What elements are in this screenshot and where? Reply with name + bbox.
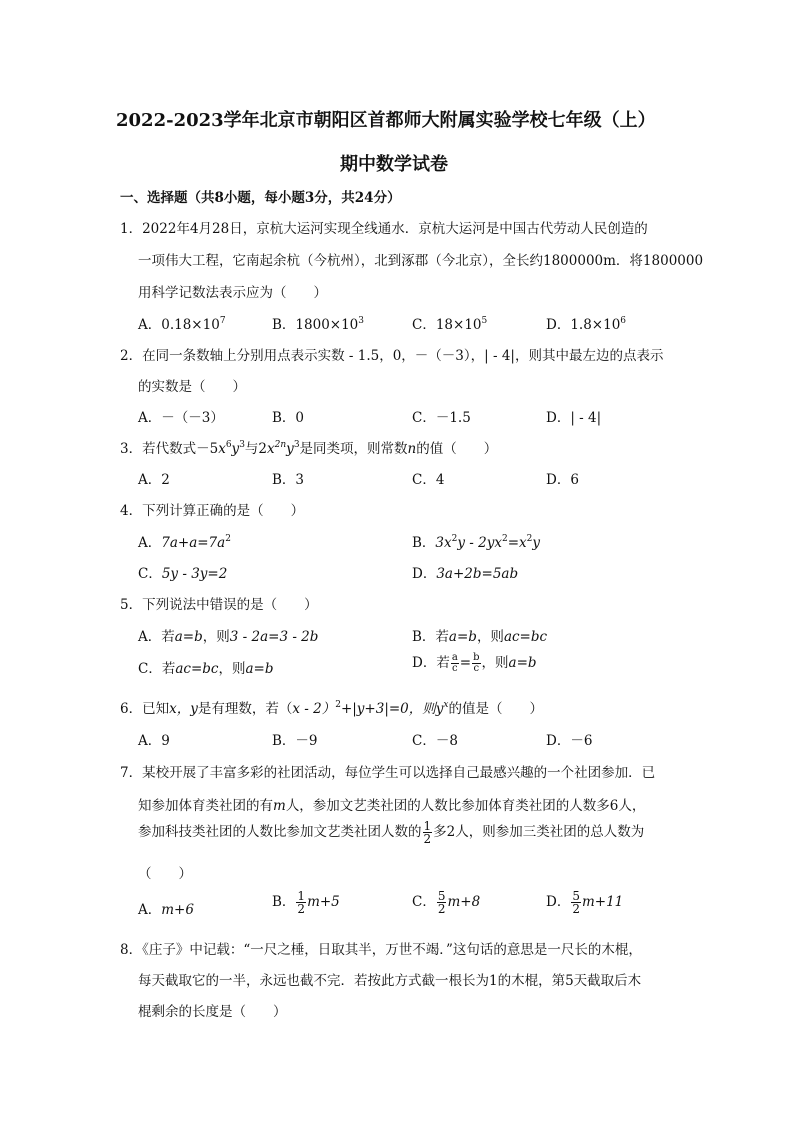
q8-line1: 8．《庄子》中记载：“一尺之棰，日取其半，万世不竭．”这句话的意思是一尺长的木棍， [120,942,642,958]
q5-option-c: C．若ac=bc，则a=b [138,661,274,677]
q3-option-c: C．4 [412,472,445,488]
q1-option-a: A．$0.18\times 10^7$ [138,316,226,333]
q6-option-a: A．9 [138,733,170,749]
q7-line2: 知参加体育类社团的有m人，参加文艺类社团的人数比参加体育类社团的人数多6人， [138,798,646,814]
fraction-b-over-c: $\frac{b}{c}$ [473,652,480,674]
page-title-line1: 2022-2023学年北京市朝阳区首都师大附属实验学校七年级（上） [116,110,656,131]
q2-option-b: B．0 [272,410,305,426]
fraction-one-half: $\frac{1}{2}$ [423,819,432,846]
q5-option-a: A．若a=b，则3 - 2a=3 - 2b [138,629,319,645]
q1-option-d: D．$1.8\times 10^6$ [546,316,627,333]
fraction-a-over-c: $\frac{a}{c}$ [451,652,458,674]
q2-line2: 的实数是（ ） [138,379,246,395]
q7-line1: 7．某校开展了丰富多彩的社团活动，每位学生可以选择自己最感兴趣的一个社团参加．已 [120,765,656,781]
q5-option-b: B．若a=b，则ac=bc [412,629,548,645]
q4-option-d: D．3a+2b=5ab [412,566,519,582]
q5-stem: 5．下列说法中错误的是（ ） [120,597,318,613]
fraction-b: $\frac{1}{2}$ [297,889,306,916]
q1-line2: 一项伟大工程，它南起余杭（今杭州），北到涿郡（今北京），全长约1800000m．将1800000 [138,253,704,269]
q2-option-d: D．| - 4| [546,410,602,426]
fraction-d: $\frac{5}{2}$ [572,889,580,916]
q7-line4: （ ） [138,866,192,882]
section-heading: 一、选择题（共8小题，每小题3分，共24分） [120,190,401,206]
q4-option-a: A．$7a+a=7a^2$ [138,534,231,551]
q5-option-d: D．若 $\frac{a}{c}$ = $\frac{b}{c}$ ，则a=b [412,652,537,674]
q3-option-b: B．3 [272,472,305,488]
q6-option-d: D．－6 [546,733,593,749]
q7-option-d: D． $\frac{5}{2}$ m+11 [546,889,624,916]
q6-option-b: B．－9 [272,733,318,749]
q1-line1: 1．2022年4月28日，京杭大运河实现全线通水．京杭大运河是中国古代劳动人民创造的 [120,221,648,237]
q4-option-b: B．$3x^2y - 2yx^2=x^2y$ [412,534,541,551]
q3-option-d: D．6 [546,472,579,488]
q8-line2: 每天截取它的一半，永远也截不完．若按此方式截一根长为1的木棍，第5天截取后木 [138,973,642,989]
page-title-line2: 期中数学试卷 [340,154,448,175]
q7-option-a: A．m+6 [138,902,194,918]
fraction-c: $\frac{5}{2}$ [437,889,446,916]
q7-line3: 参加科技类社团的人数比参加文艺类社团人数的 $\frac{1}{2}$ 多2人，则参加三类社团的总人数为 [138,819,645,846]
q1-line3: 用科学记数法表示应为（ ） [138,285,327,301]
q7-option-b: B． $\frac{1}{2}$ m+5 [272,889,340,916]
q2-line1: 2．在同一条数轴上分别用点表示实数 - 1.5，0，－（－3），| - 4|，则其中最左边的点表示 [120,348,664,364]
q4-option-c: C．5y - 3y=2 [138,566,228,582]
q3-stem: 3．若代数式$-5x^6y^3$与$2x^{2n}y^3$是同类项，则常数n的值（ ） [120,440,498,457]
q3-option-a: A．2 [138,472,170,488]
q2-option-a: A．－（－3） [138,410,224,426]
q6-option-c: C．－8 [412,733,458,749]
q8-line3: 棍剩余的长度是（ ） [138,1004,287,1020]
q7-option-c: C． $\frac{5}{2}$ m+8 [412,889,481,916]
q4-stem: 4．下列计算正确的是（ ） [120,503,305,519]
q1-option-c: C．$18\times 10^5$ [412,316,488,333]
q1-option-b: B．$1800\times 10^3$ [272,316,365,333]
q2-option-c: C．－1.5 [412,410,471,426]
q6-stem: 6．已知x，y是有理数，若（x - 2）$^2$+|y+3|=0，则$y^x$的值是（ ） [120,700,543,717]
